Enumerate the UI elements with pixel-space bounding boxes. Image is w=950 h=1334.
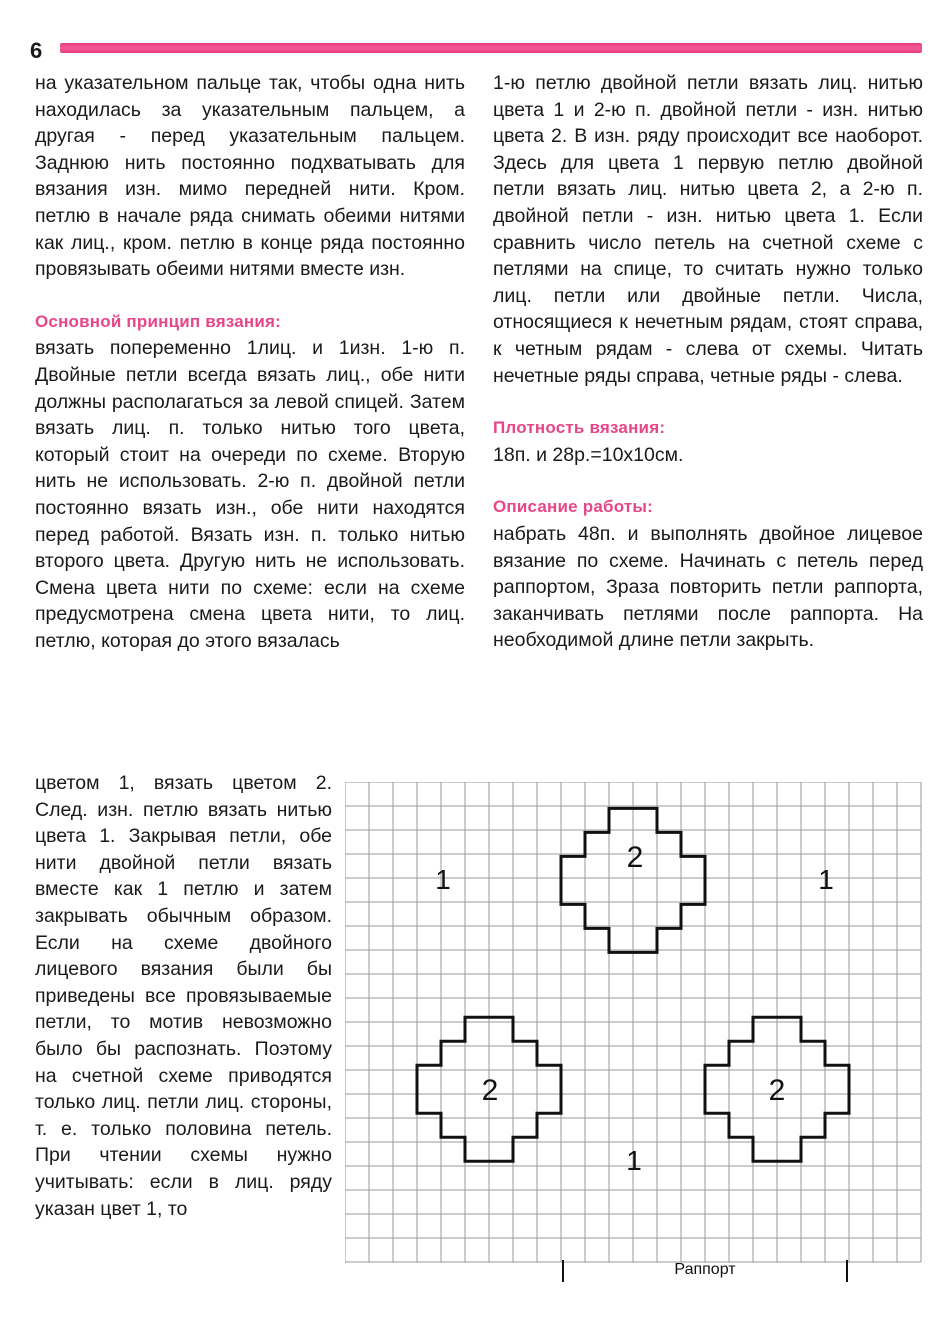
label-color1-bottom: 1 [626, 1145, 642, 1176]
label-color2-top: 2 [626, 841, 644, 874]
density-heading: Плотность вязания: [493, 418, 666, 438]
repeat-label: Раппорт [674, 1261, 736, 1278]
knitting-chart-svg [345, 782, 925, 1302]
principle-heading: Основной принцип вязания: [35, 311, 281, 331]
label-color2-left: 2 [481, 1074, 499, 1107]
narrow-paragraph: цветом 1, вязать цветом 2. След. изн. петлю вязать нитью цвета 1. Закрывая петли, обе нити двойной петли вязать вместе как 1 петлю и затем закрывать обычным образом. Если на схеме двойного лицевого вязания были бы приведены все провязываемые петли, то мотив невозможно было бы распознать. Поэтому на счетной схеме приводятся только лиц. петли лиц. стороны, т. е. только половина петель. При чтении схемы нужно учитывать: если в лиц. ряду указан цвет 1, то [35, 772, 332, 1220]
work-paragraph: набрать 48п. и выполнять двойное лицевое вязание по схеме. Начинать с петель перед раппортом, Зраза повторить петли раппорта, заканчивать петлями после раппорта. На необходимой длине петли закрыть. [493, 522, 923, 652]
left-narrow-column [35, 770, 332, 1222]
label-color1-right: 1 [818, 864, 834, 895]
left-column [35, 70, 465, 654]
label-color2-right: 2 [768, 1074, 786, 1107]
principle-paragraph: вязать попеременно 1лиц. и 1изн. 1-ю п. Двойные петли всегда вязать лиц., обе нити должны располагаться за левой спицей. Затем вязать лиц. п. только нитью того цвета, который стоит на очереди по схеме. Вторую нить не использовать. 2-ю п. двойной петли постоянно вязать изн., обе нити находятся перед работой. Вязать изн. п. только нитью второго цвета. Другую нить не использовать. Смена цвета нити по схеме: если на схеме предусмотрена смена цвета нити, то лиц. петлю, которая до этого вязалась [35, 337, 465, 652]
density-value: 18п. и 28р.=10х10см. [493, 443, 684, 466]
right-column [493, 70, 923, 654]
continued-paragraph: 1-ю петлю двойной петли вязать лиц. нитью цвета 1 и 2-ю п. двойной петли - изн. нитью цвета 2. В изн. ряду происходит все наоборот. Здесь для цвета 1 первую петлю двойной петли вязать лиц. нитью цвета 2, а 2-ю п. двойной петли - изн. нитью цвета 1. Если сравнить число петель на счетной схеме с петлями на спице, то считать нужно только лиц. петли или двойные петли. Числа, относящиеся к нечетным рядам, стоят справа, к четным рядам - слева от схемы. Читать нечетные ряды справа, четные ряды - слева. [493, 72, 923, 387]
header-rule [60, 43, 922, 53]
intro-paragraph: на указательном пальце так, чтобы одна нить находилась за указательным пальцем, а другая - перед указательным пальцем. Заднюю нить постоянно подхватывать для вязания изн. мимо передней нити. Кром. петлю в начале ряда снимать обеими нитями как лиц., кром. петлю в конце ряда постоянно провязывать обеими нитями вместе изн. [35, 72, 465, 281]
knitting-chart [345, 782, 925, 1307]
work-heading: Описание работы: [493, 497, 653, 517]
label-color1-left: 1 [435, 864, 451, 895]
page-number: 6 [30, 38, 43, 63]
